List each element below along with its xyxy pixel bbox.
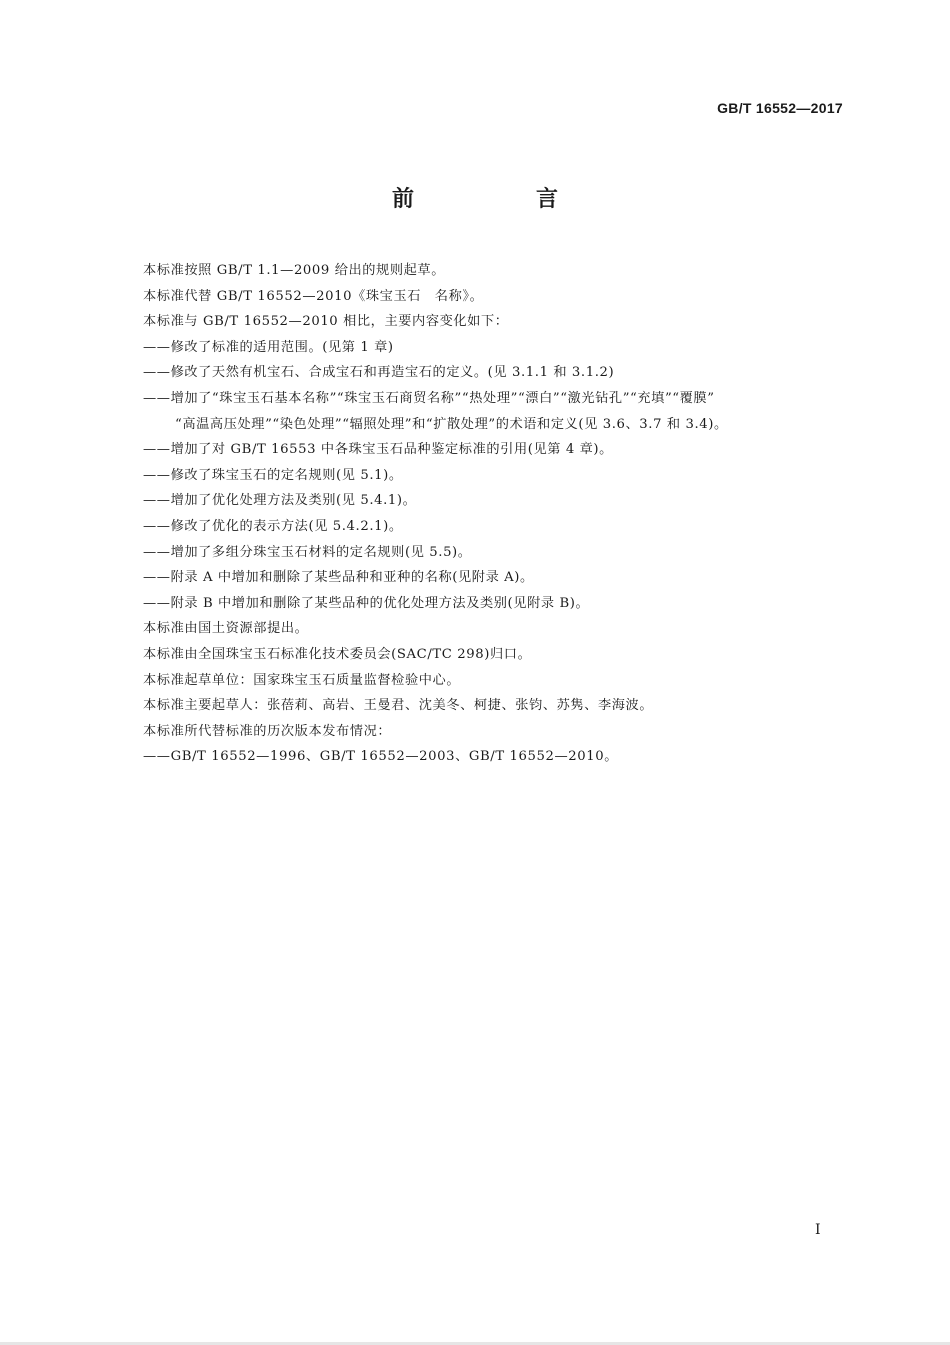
foreword-body <box>143 258 853 770</box>
change-item-enhancement-expression: ——修改了优化的表示方法(见 5.4.2.1)。 <box>143 518 403 534</box>
paragraph-changes-intro: 本标准与 GB/T 16552—2010 相比，主要内容变化如下： <box>143 314 509 330</box>
standard-code: GB/T 16552—2017 <box>717 100 843 116</box>
change-item-multicomponent: ——增加了多组分珠宝玉石材料的定名规则(见 5.5)。 <box>143 544 472 560</box>
change-item-definitions: ——修改了天然有机宝石、合成宝石和再造宝石的定义。(见 3.1.1 和 3.1.2) <box>143 365 615 381</box>
paragraph-drafters: 本标准主要起草人：张蓓莉、高岩、王曼君、沈美冬、柯捷、张钧、苏隽、李海波。 <box>143 698 654 714</box>
change-item-naming-rules: ——修改了珠宝玉石的定名规则(见 5.1)。 <box>143 467 403 483</box>
page-number: I <box>815 1222 821 1238</box>
change-item-annex-a: ——附录 A 中增加和删除了某些品种和亚种的名称(见附录 A)。 <box>143 570 534 586</box>
previous-editions-list: ——GB/T 16552—1996、GB/T 16552—2003、GB/T 16552—2010。 <box>143 749 619 765</box>
paragraph-drafting-rules: 本标准按照 GB/T 1.1—2009 给出的规则起草。 <box>143 263 445 278</box>
change-item-terms-continued: “高温高压处理”“染色处理”“辐照处理”和“扩散处理”的术语和定义(见 3.6、3.7 和 3.4)。 <box>175 416 728 432</box>
paragraph-previous-editions: 本标准所代替标准的历次版本发布情况： <box>143 723 392 739</box>
paragraph-under-jurisdiction: 本标准由全国珠宝玉石标准化技术委员会(SAC/TC 298)归口。 <box>143 646 532 662</box>
paragraph-drafting-unit: 本标准起草单位：国家珠宝玉石质量监督检验中心。 <box>143 672 461 688</box>
change-item-treatment-methods: ——增加了优化处理方法及类别(见 5.4.1)。 <box>143 493 417 509</box>
page-title: 前 言 <box>391 187 608 212</box>
change-item-reference: ——增加了对 GB/T 16553 中各珠宝玉石品种鉴定标准的引用(见第 4 章)。 <box>143 442 613 458</box>
paragraph-replaces: 本标准代替 GB/T 16552—2010《珠宝玉石 名称》。 <box>143 288 484 304</box>
change-item-annex-b: ——附录 B 中增加和删除了某些品种的优化处理方法及类别(见附录 B)。 <box>143 595 590 611</box>
paragraph-proposed-by: 本标准由国土资源部提出。 <box>143 621 309 637</box>
change-item-terms: ——增加了“珠宝玉石基本名称”“珠宝玉石商贸名称”“热处理”“漂白”“激光钻孔”“充填”“覆膜” <box>143 390 715 406</box>
change-item-scope: ——修改了标准的适用范围。(见第 1 章) <box>143 339 394 355</box>
